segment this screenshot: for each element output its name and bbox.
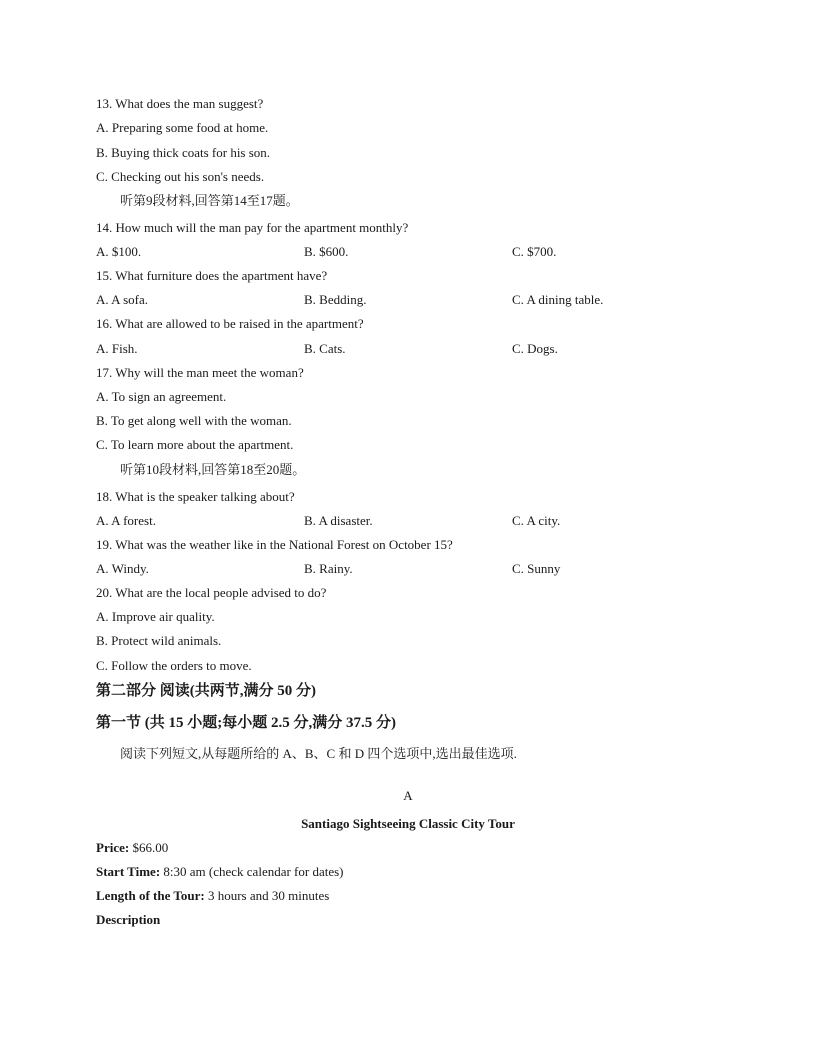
- q14-option-b: B. $600.: [304, 244, 349, 259]
- passage-letter: A: [403, 788, 413, 803]
- q16-option-c: C. Dogs.: [512, 341, 558, 356]
- listening-note-10: 听第10段材料,回答第18至20题。: [120, 462, 306, 477]
- q13-option-a: A. Preparing some food at home.: [96, 120, 269, 135]
- listening-note-9: 听第9段材料,回答第14至17题。: [120, 193, 299, 208]
- q19-option-b: B. Rainy.: [304, 561, 353, 576]
- q18-question: 18. What is the speaker talking about?: [96, 489, 295, 504]
- q15-option-c: C. A dining table.: [512, 292, 604, 307]
- part2-heading: 第二部分 阅读(共两节,满分 50 分): [96, 683, 316, 699]
- q15-option-a: A. A sofa.: [96, 292, 148, 307]
- q20-option-b: B. Protect wild animals.: [96, 633, 222, 648]
- q14-option-c: C. $700.: [512, 244, 557, 259]
- q13-option-b: B. Buying thick coats for his son.: [96, 145, 271, 160]
- q17-option-b: B. To get along well with the woman.: [96, 413, 292, 428]
- q18-option-b: B. A disaster.: [304, 513, 373, 528]
- start-time-line: [96, 864, 344, 880]
- q20-option-a: A. Improve air quality.: [96, 609, 215, 624]
- q15-question: 15. What furniture does the apartment have?: [96, 268, 328, 283]
- q16-question: 16. What are allowed to be raised in the apartment?: [96, 316, 364, 331]
- q14-option-a: A. $100.: [96, 244, 142, 259]
- q18-option-c: C. A city.: [512, 513, 561, 528]
- q19-question: 19. What was the weather like in the National Forest on October 15?: [96, 537, 453, 552]
- q16-option-b: B. Cats.: [304, 341, 346, 356]
- start-time-value: 8:30 am (check calendar for dates): [160, 864, 344, 879]
- price-line: [96, 840, 168, 856]
- q14-question: 14. How much will the man pay for the apartment monthly?: [96, 220, 409, 235]
- price-value: $66.00: [129, 840, 169, 855]
- tour-length-line: [96, 888, 329, 904]
- q13-question: 13. What does the man suggest?: [96, 96, 264, 111]
- q20-question: 20. What are the local people advised to do?: [96, 585, 327, 600]
- price-label: Price:: [96, 840, 130, 855]
- start-time-label: Start Time:: [96, 864, 161, 879]
- q17-question: 17. Why will the man meet the woman?: [96, 365, 304, 380]
- reading-instruction: 阅读下列短文,从每题所给的 A、B、C 和 D 四个选项中,选出最佳选项.: [120, 746, 517, 761]
- q17-option-a: A. To sign an agreement.: [96, 389, 227, 404]
- q18-option-a: A. A forest.: [96, 513, 156, 528]
- tour-length-value: 3 hours and 30 minutes: [204, 888, 330, 903]
- tour-length-label: Length of the Tour:: [96, 888, 205, 903]
- q15-option-b: B. Bedding.: [304, 292, 367, 307]
- q19-option-c: C. Sunny: [512, 561, 561, 576]
- q16-option-a: A. Fish.: [96, 341, 138, 356]
- passage-title: Santiago Sightseeing Classic City Tour: [301, 816, 515, 831]
- q17-option-c: C. To learn more about the apartment.: [96, 437, 294, 452]
- description-label: Description: [96, 912, 161, 927]
- section1-heading: 第一节 (共 15 小题;每小题 2.5 分,满分 37.5 分): [96, 715, 396, 731]
- q19-option-a: A. Windy.: [96, 561, 149, 576]
- q20-option-c: C. Follow the orders to move.: [96, 658, 252, 673]
- q13-option-c: C. Checking out his son's needs.: [96, 169, 265, 184]
